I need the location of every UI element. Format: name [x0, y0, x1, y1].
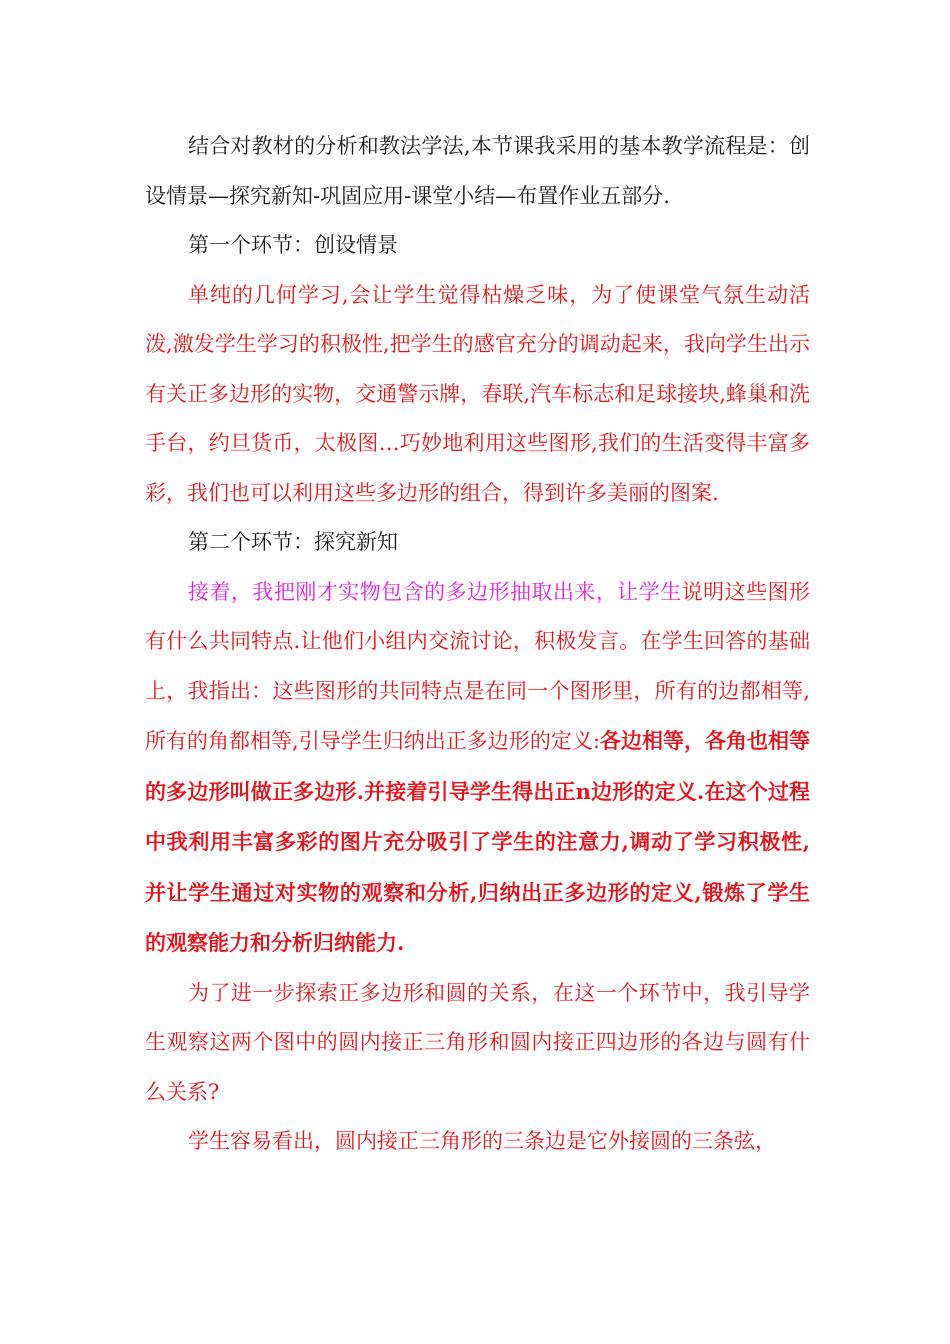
section-heading-explore: 第二个环节：探究新知: [188, 530, 398, 554]
definition-text-bold: 各边相等，各角也相等的多边形叫做正多边形.并接着引导学生得出正n边形的定义.在这个过程中我利用丰富多彩的图片充分吸引了学生的注意力,调动了学习积极性,并让学生通过对实物的观察和分析,归纳出正多边形的定义,锻炼了学生的观察能力和分析归纳能力.: [145, 728, 810, 955]
intro-paragraph: 结合对教材的分析和教法学法,本节课我采用的基本教学流程是：创设情景—探究新知-巩固应用-课堂小结—布置作业五部分.: [145, 134, 810, 208]
relation-paragraph: 为了进一步探索正多边形和圆的关系，在这一个环节中，我引导学生观察这两个图中的圆内接正三角形和圆内接正四边形的各边与圆有什么关系?: [145, 980, 810, 1104]
explore-text-magenta: 接着，我把刚才实物包含的多边形抽取出来，让学生: [188, 579, 682, 604]
explore-text-red: 说明这些图形有什么共同特点.让他们小组内交流讨论，积极发言。在学生回答的基础上，我指出：这些图形的共同特点是在同一个图形里，所有的边都相等,所有的角都相等,引导学生归纳出正多边形的定义:: [145, 579, 811, 753]
explore-paragraph: [145, 568, 810, 969]
observe-paragraph: 学生容易看出，圆内接正三角形的三条边是它外接圆的三条弦，: [188, 1129, 776, 1153]
document-body: [145, 122, 810, 1167]
scene-paragraph: 单纯的几何学习,会让学生觉得枯燥乏味，为了使课堂气氛生动活泼,激发学生学习的积极性,把学生的感官充分的调动起来，我向学生出示有关正多边形的实物，交通警示牌，春联,汽车标志和足球接块,蜂巢和洗手台，约旦货币，太极图…巧妙地利用这些图形,我们的生活变得丰富多彩，我们也可以利用这些多边形的组合，得到许多美丽的图案.: [145, 282, 810, 505]
section-heading-scene: 第一个环节：创设情景: [188, 233, 398, 257]
